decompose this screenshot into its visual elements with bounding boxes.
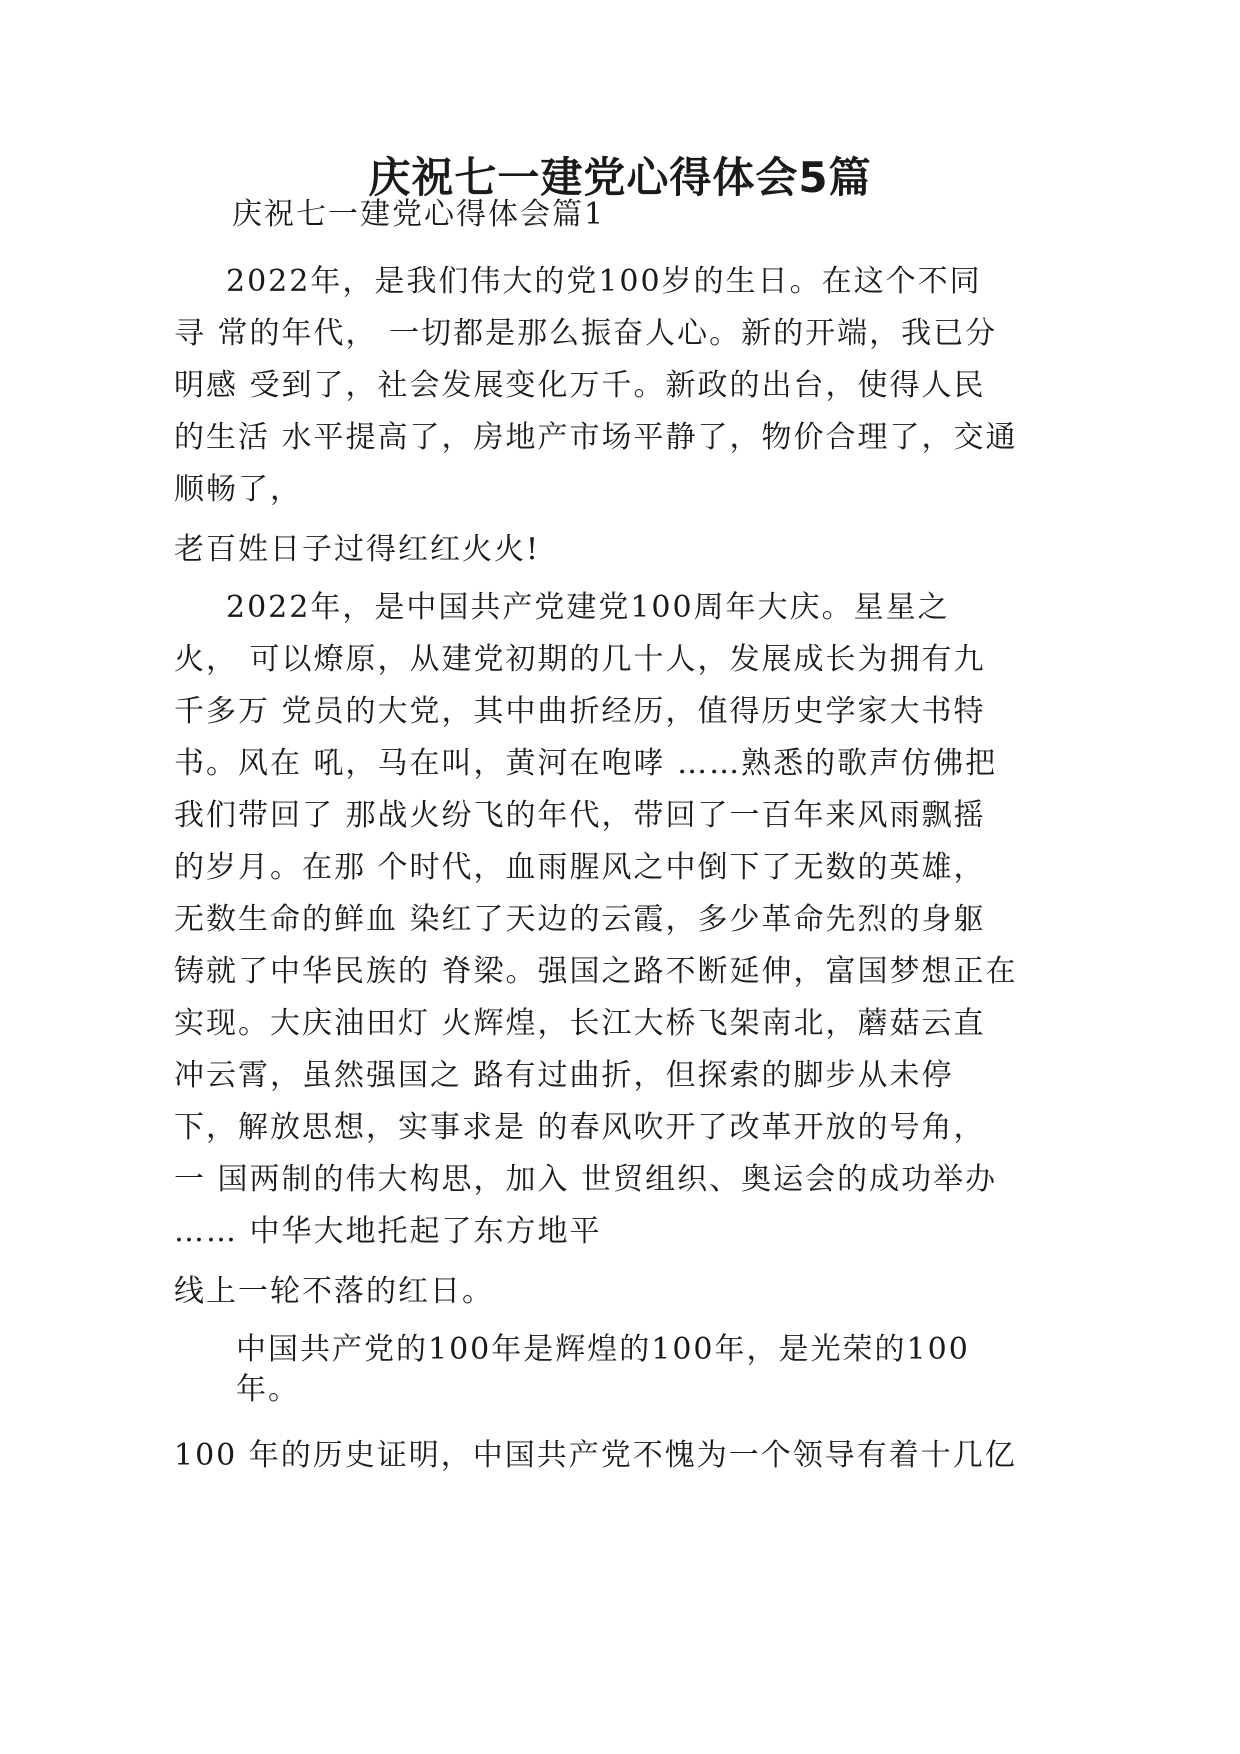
paragraph-line: 线上一轮不落的红日。 [174,1274,494,1309]
paragraph-line: …… 中华大地托起了东方地平 [174,1214,602,1249]
paragraph-line: 老百姓日子过得红红火火! [174,532,541,567]
paragraph-line: 的生活 水平提高了，房地产市场平静了，物价合理了，交通 [174,420,1018,455]
paragraph-line: 我们带回了 那战火纷飞的年代，带回了一百年来风雨飘摇 [174,798,986,833]
document-title: 庆祝七一建党心得体会5篇 [368,153,872,202]
paragraph-line: 书。风在 吼，马在叫，黄河在咆哮 ……熟悉的歌声仿佛把 [174,746,998,781]
paragraph-line: 千多万 党员的大党，其中曲折经历，值得历史学家大书特 [174,694,986,729]
paragraph-line: 一 国两制的伟大构思，加入 世贸组织、奥运会的成功举办 [174,1162,998,1197]
paragraph-line: 寻 常的年代， 一切都是那么振奋人心。新的开端，我已分 [174,316,998,351]
paragraph-line: 明感 受到了，社会发展变化万千。新政的出台，使得人民 [174,368,986,403]
paragraph-line: 火， 可以燎原，从建党初期的几十人，发展成长为拥有九 [174,642,986,677]
section-heading: 庆祝七一建党心得体会篇1 [232,197,606,232]
paragraph-line: 中国共产党的100年是辉煌的100年，是光荣的100 [236,1332,970,1367]
paragraph-line: 顺畅了， [174,472,302,507]
paragraph-line: 的岁月。在那 个时代，血雨腥风之中倒下了无数的英雄， [174,850,986,885]
paragraph-line: 铸就了中华民族的 脊梁。强国之路不断延伸，富国梦想正在 [174,954,1018,989]
paragraph-line: 下，解放思想，实事求是 的春风吹开了改革开放的号角， [174,1110,986,1145]
paragraph-line: 2022年，是中国共产党建党100周年大庆。星星之 [226,590,950,625]
paragraph-line: 100 年的历史证明，中国共产党不愧为一个领导有着十几亿 [174,1438,1017,1473]
paragraph-line: 年。 [236,1372,300,1407]
paragraph-line: 冲云霄，虽然强国之 路有过曲折，但探索的脚步从未停 [174,1058,954,1093]
paragraph-line: 2022年，是我们伟大的党100岁的生日。在这个不同 [226,264,982,299]
paragraph-line: 无数生命的鲜血 染红了天边的云霞，多少革命先烈的身躯 [174,902,986,937]
paragraph-line: 实现。大庆油田灯 火辉煌，长江大桥飞架南北，蘑菇云直 [174,1006,986,1041]
